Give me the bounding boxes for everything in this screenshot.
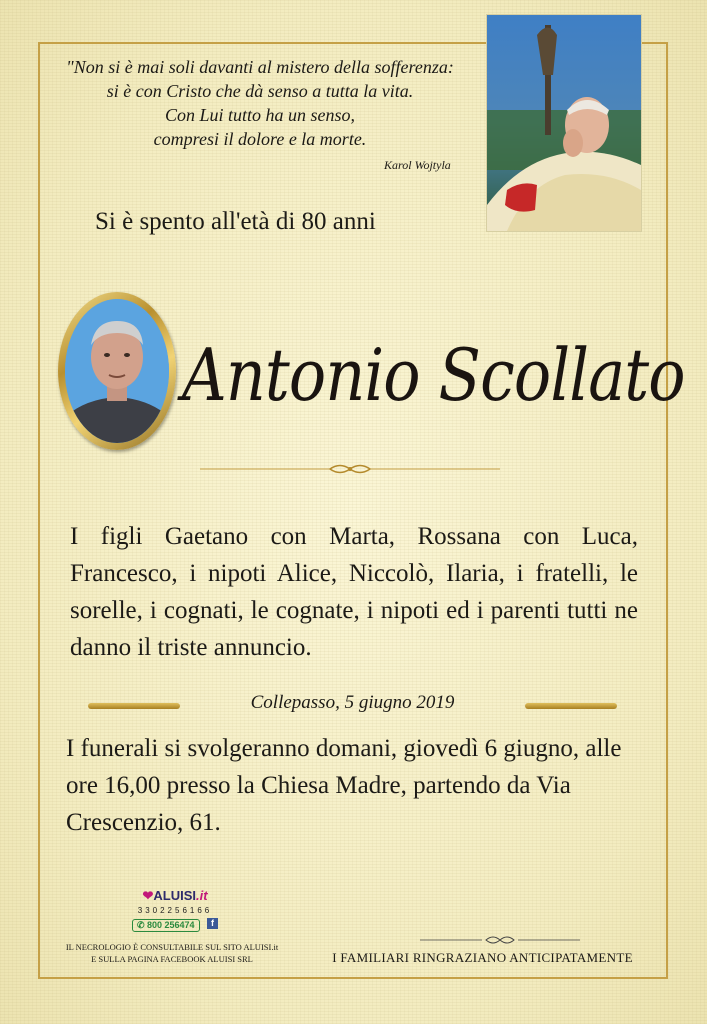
- heart-icon: ❤: [142, 888, 154, 903]
- announcement-text: I figli Gaetano con Marta, Rossana con Luca, Francesco, i nipoti Alice, Niccolò, Ilaria, i fratelli, le sorelle, i cognati, le cognate, i nipoti ed i parenti tutti ne danno il triste annuncio.: [70, 523, 638, 661]
- quote-block: [40, 55, 480, 151]
- agency-phone: 3302256166: [137, 906, 213, 915]
- quote-line: compresi il dolore e la morte.: [153, 129, 367, 149]
- pope-photo: [486, 14, 642, 232]
- thanks-ornament: [420, 934, 580, 946]
- toll-free-number: ✆ 800 256474: [132, 919, 200, 932]
- agency-logo: [60, 888, 290, 933]
- place-date: Collepasso, 5 giugno 2019: [250, 692, 455, 713]
- divider-ornament: [200, 462, 500, 476]
- agency-brand: ❤ALUISI.it: [142, 888, 208, 903]
- portrait-frame: [58, 292, 176, 450]
- quote-line: "Non si è mai soli davanti al mistero della sofferenza:: [66, 57, 454, 77]
- quote-author: Karol Wojtyla: [384, 158, 451, 172]
- deceased-name: Antonio Scollato: [182, 333, 685, 417]
- quote-line: si è con Cristo che dà senso a tutta la vita.: [106, 81, 414, 101]
- quote-line: Con Lui tutto ha un senso,: [164, 105, 356, 125]
- facebook-icon: f: [207, 918, 218, 929]
- decorative-bar-right: [525, 703, 617, 709]
- portrait-photo: [65, 299, 169, 443]
- agency-note: IL NECROLOGIO È CONSULTABILE SUL SITO ALUISI.it E SULLA PAGINA FACEBOOK ALUISI SRL: [65, 942, 279, 964]
- decorative-bar-left: [88, 703, 180, 709]
- thanks-text: I FAMILIARI RINGRAZIANO ANTICIPATAMENTE: [332, 950, 633, 965]
- age-line: Si è spento all'età di 80 anni: [95, 208, 376, 235]
- funeral-info: I funerali si svolgeranno domani, giovedì 6 giugno, alle ore 16,00 presso la Chiesa Madre, partendo da Via Crescenzio, 61.: [66, 735, 622, 836]
